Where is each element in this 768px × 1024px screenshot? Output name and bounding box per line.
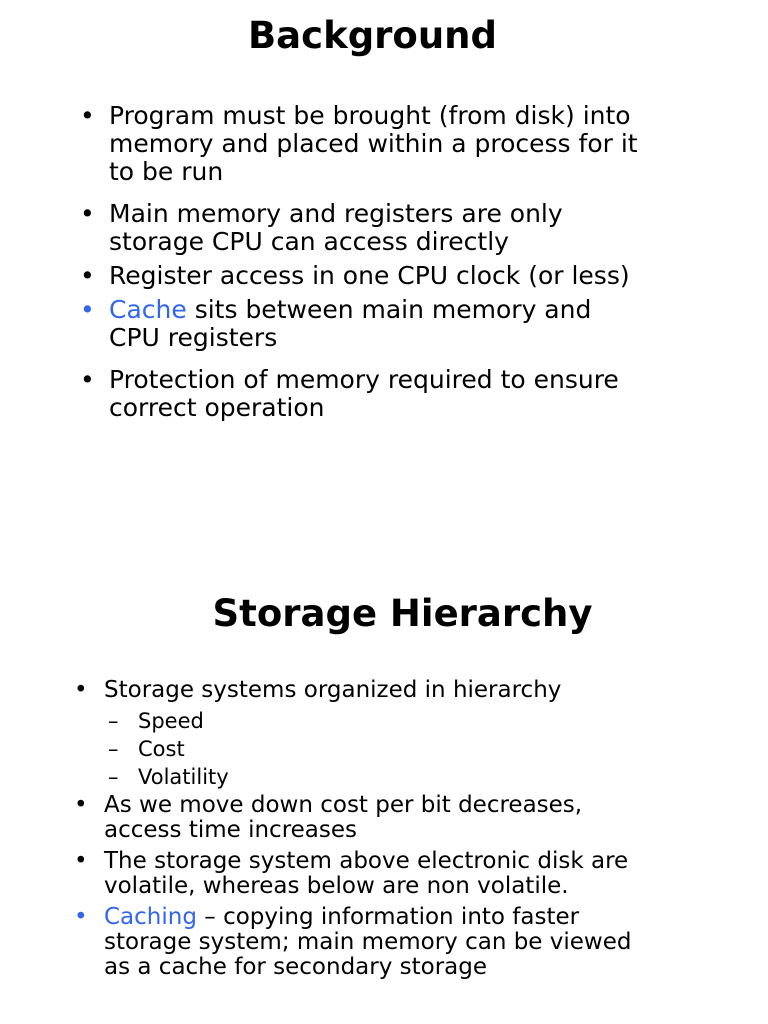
bullet-text: Main memory and registers are only storage CPU can access directly bbox=[109, 199, 563, 256]
bullet-item bbox=[80, 296, 640, 352]
bullet-text: Storage systems organized in hierarchy bbox=[104, 677, 562, 703]
bullet-text: sits between main memory and CPU registers bbox=[109, 295, 592, 352]
bullet-text: Register access in one CPU clock (or less) bbox=[109, 261, 630, 290]
dash-icon: – bbox=[108, 737, 119, 761]
bullet-icon: • bbox=[74, 904, 88, 930]
bullet-text: As we move down cost per bit decreases, access time increases bbox=[104, 792, 583, 843]
bullet-list bbox=[74, 678, 634, 980]
bullet-item bbox=[80, 366, 640, 422]
sub-bullet-item bbox=[104, 707, 634, 735]
bullet-item bbox=[80, 200, 640, 256]
sub-bullet-item bbox=[104, 763, 634, 791]
bullet-text: The storage system above electronic disk are volatile, whereas below are non volatile. bbox=[104, 848, 629, 899]
bullet-item bbox=[74, 849, 634, 899]
bullet-list bbox=[80, 102, 640, 422]
highlight-term: Cache bbox=[109, 295, 187, 324]
bullet-icon: • bbox=[74, 848, 88, 874]
sub-bullet-text: Volatility bbox=[138, 765, 229, 789]
bullet-text: Program must be brought (from disk) into memory and placed within a process for it to be run bbox=[109, 101, 638, 186]
bullet-icon: • bbox=[80, 101, 95, 130]
bullet-icon: • bbox=[80, 365, 95, 394]
bullet-text: – copying information into faster storage system; main memory can be viewed as a cache for secondary storage bbox=[104, 904, 632, 980]
bullet-item bbox=[74, 793, 634, 843]
highlight-term: Caching bbox=[104, 904, 197, 930]
sub-bullet-list bbox=[104, 707, 634, 791]
sub-bullet-text: Cost bbox=[138, 737, 185, 761]
sub-bullet-item bbox=[104, 735, 634, 763]
bullet-item bbox=[74, 678, 634, 791]
bullet-icon: • bbox=[80, 295, 95, 324]
dash-icon: – bbox=[108, 709, 119, 733]
bullet-item bbox=[74, 905, 634, 980]
bullet-icon: • bbox=[80, 261, 95, 290]
dash-icon: – bbox=[108, 765, 119, 789]
bullet-icon: • bbox=[74, 792, 88, 818]
bullet-icon: • bbox=[74, 677, 88, 703]
slide-title: Storage Hierarchy bbox=[212, 592, 593, 635]
bullet-item bbox=[80, 102, 640, 186]
bullet-text: Protection of memory required to ensure correct operation bbox=[109, 365, 619, 422]
bullet-icon: • bbox=[80, 199, 95, 228]
sub-bullet-text: Speed bbox=[138, 709, 204, 733]
slide-storage-hierarchy bbox=[0, 560, 768, 1024]
bullet-item bbox=[80, 262, 640, 290]
slide-title: Background bbox=[247, 14, 498, 57]
